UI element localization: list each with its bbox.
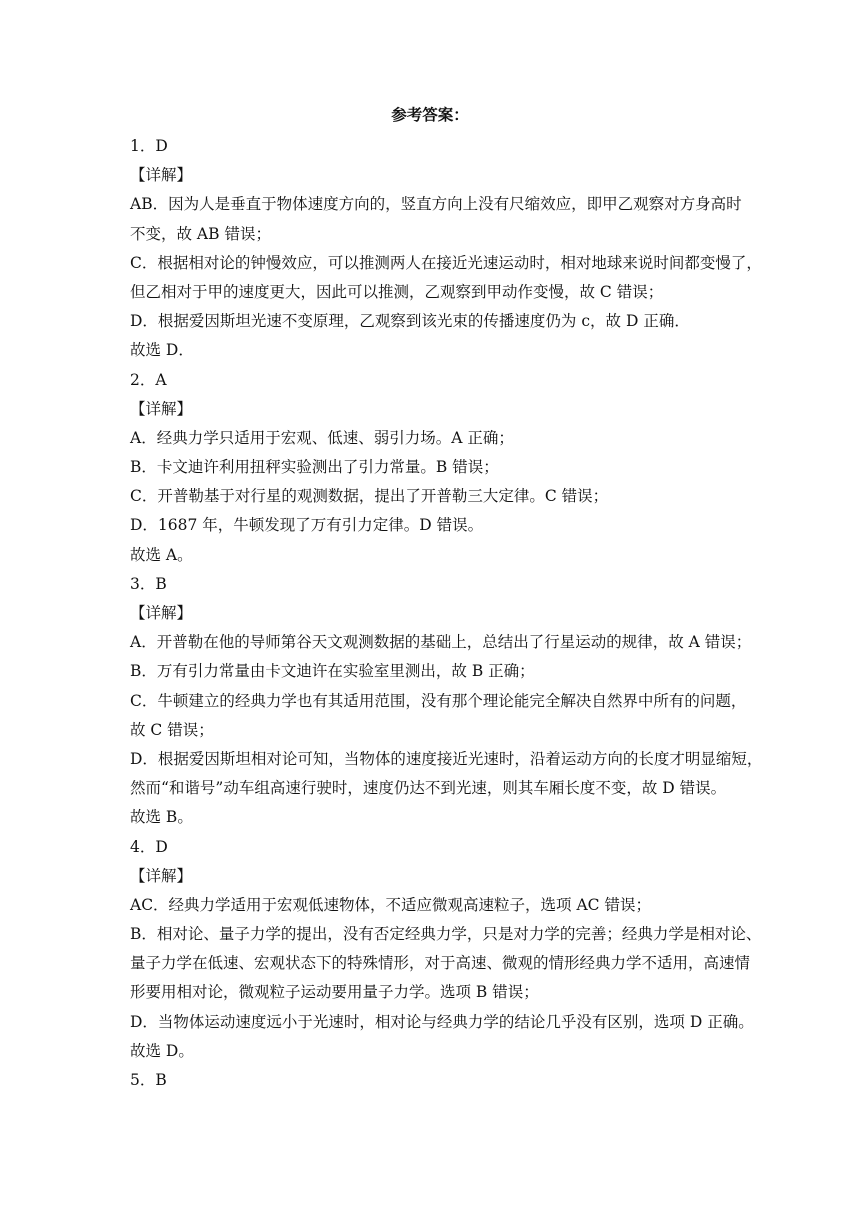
answer-number: 3．B bbox=[130, 574, 167, 593]
explanation-line: D．根据爱因斯坦光速不变原理，乙观察到该光束的传播速度仍为 c，故 D 正确． bbox=[130, 312, 690, 331]
page-title: 参考答案： bbox=[391, 105, 469, 124]
answer-number: 4．D bbox=[130, 837, 168, 856]
answer-number: 5．B bbox=[130, 1071, 167, 1089]
explanation-line: 故选 D。 bbox=[130, 1041, 194, 1060]
explanation-line: 故选 D． bbox=[130, 341, 194, 360]
answer-number: 2．A bbox=[130, 370, 167, 389]
answer-number: 1．D bbox=[130, 137, 168, 155]
answer-content bbox=[130, 132, 763, 1095]
answer-block bbox=[130, 833, 762, 1067]
explanation-line: AB．因为人是垂直于物体速度方向的，竖直方向上没有尺缩效应，即甲乙观察对方身高时 bbox=[130, 195, 742, 214]
explanation-line: A．开普勒在他的导师第谷天文观测数据的基础上，总结出了行星运动的规律，故 A 错误； bbox=[130, 633, 752, 652]
explanation-heading: 【详解】 bbox=[130, 866, 193, 885]
explanation-line: D．当物体运动速度远小于光速时，相对论与经典力学的结论几乎没有区别，选项 D 正确。 bbox=[130, 1012, 754, 1031]
explanation-line: 故选 B。 bbox=[130, 808, 193, 827]
answer-block bbox=[130, 1066, 730, 1095]
answer-block bbox=[130, 570, 763, 833]
explanation-line: C．牛顿建立的经典力学也有其适用范围，没有那个理论能完全解决自然界中所有的问题， bbox=[130, 691, 747, 710]
answer-block bbox=[130, 132, 762, 366]
explanation-line: D．根据爱因斯坦相对论可知，当物体的速度接近光速时，沿着运动方向的长度才明显缩短， bbox=[130, 749, 763, 768]
explanation-heading: 【详解】 bbox=[130, 604, 193, 622]
explanation-line: C．根据相对论的钟慢效应，可以推测两人在接近光速运动时，相对地球来说时间都变慢了， bbox=[130, 253, 762, 272]
explanation-line: AC．经典力学适用于宏观低速物体，不适应微观高速粒子，选项 AC 错误； bbox=[130, 895, 651, 914]
explanation-line: 量子力学在低速、宏观状态下的特殊情形，对于高速、微观的情形经典力学不适用，高速情 bbox=[130, 954, 751, 973]
explanation-line: C．开普勒基于对行星的观测数据，提出了开普勒三大定律。C 错误； bbox=[130, 487, 609, 506]
explanation-line: D．1687 年，牛顿发现了万有引力定律。D 错误。 bbox=[130, 516, 484, 535]
explanation-line: 故 C 错误； bbox=[130, 720, 214, 739]
explanation-heading: 【详解】 bbox=[130, 166, 193, 185]
explanation-line: B．相对论、量子力学的提出，没有否定经典力学，只是对力学的完善；经典力学是相对论、 bbox=[130, 925, 762, 944]
explanation-line: B．万有引力常量由卡文迪许在实验室里测出，故 B 正确； bbox=[130, 662, 535, 681]
explanation-line: 故选 A。 bbox=[130, 545, 193, 564]
explanation-line: 形要用相对论，微观粒子运动要用量子力学。选项 B 错误； bbox=[130, 983, 539, 1002]
explanation-heading: 【详解】 bbox=[130, 399, 193, 418]
explanation-line: 但乙相对于甲的速度更大，因此可以推测，乙观察到甲动作变慢，故 C 错误； bbox=[130, 282, 664, 301]
explanation-line: 不变，故 AB 错误； bbox=[130, 224, 271, 243]
explanation-line: A．经典力学只适用于宏观、低速、弱引力场。A 正确； bbox=[130, 428, 514, 447]
explanation-line: 然而“和谐号”动车组高速行驶时，速度仍达不到光速，则其车厢长度不变，故 D 错误。 bbox=[130, 779, 727, 798]
explanation-line: B．卡文迪许利用扭秤实验测出了引力常量。B 错误； bbox=[130, 458, 499, 477]
answer-block bbox=[130, 366, 730, 570]
